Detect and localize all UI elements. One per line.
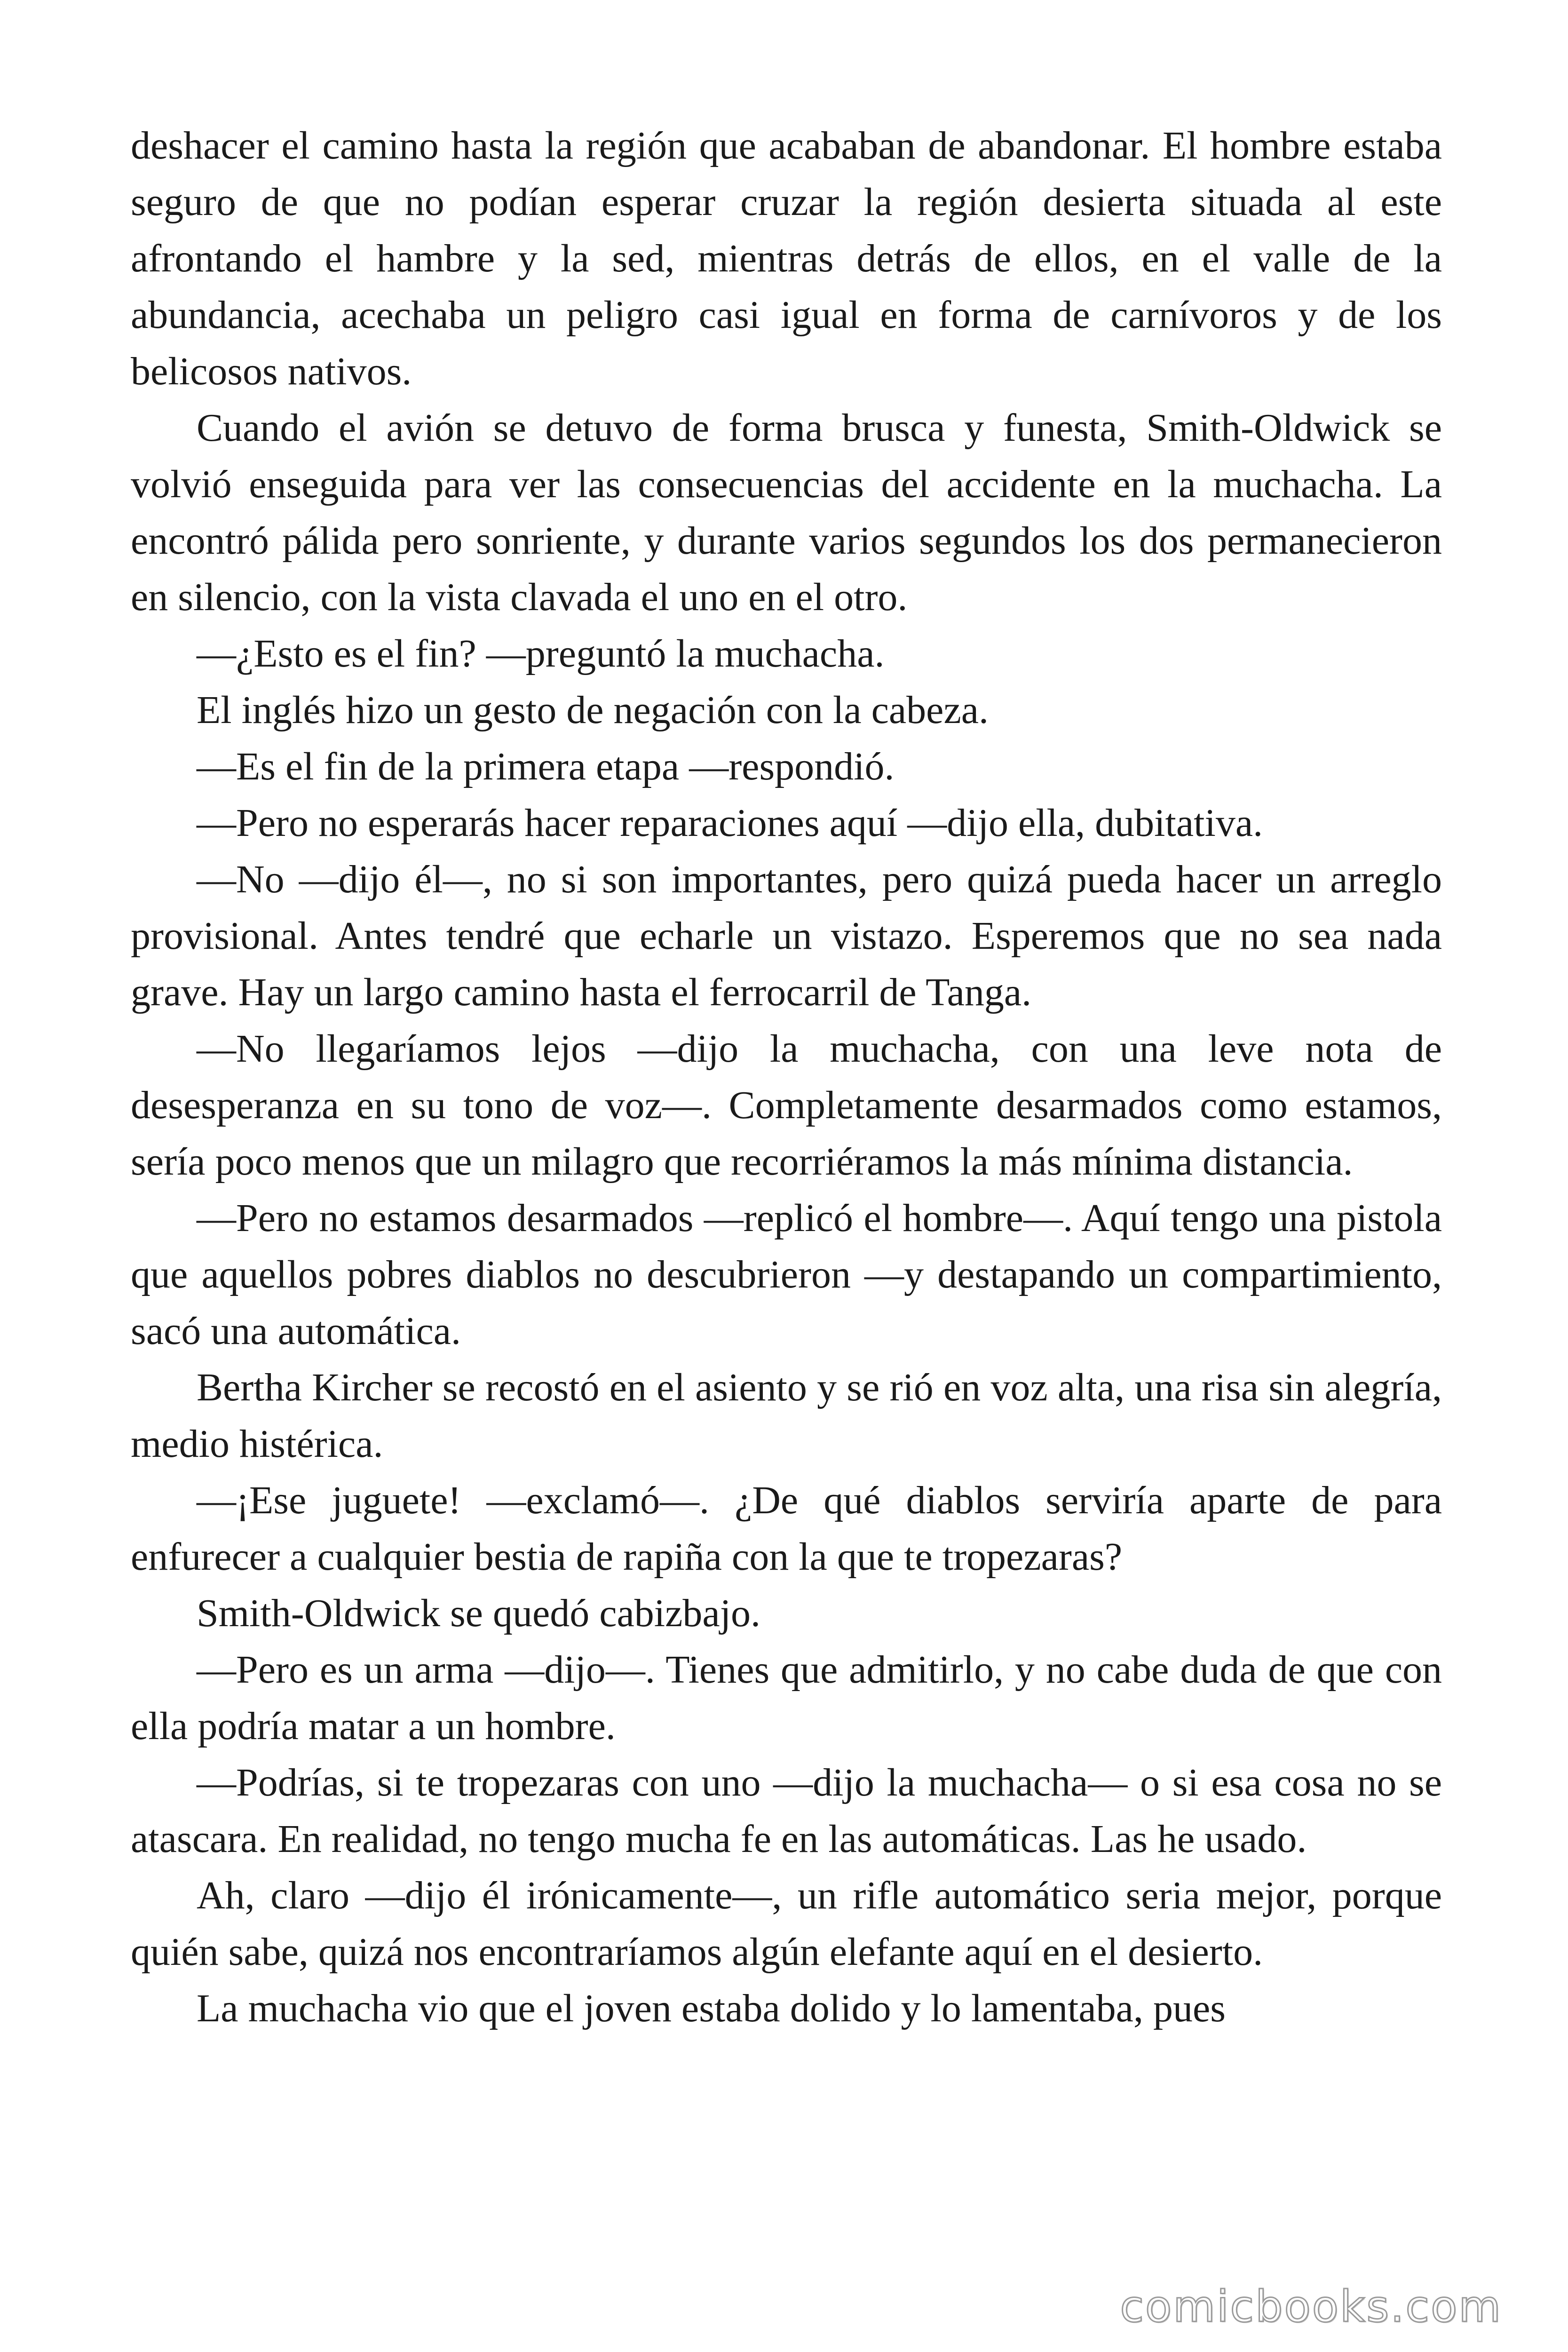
paragraph: Ah, claro —dijo él irónicamente—, un rifle automático seria mejor, porque quién sabe, quizá nos encontraríamos algún elefante aquí en el desierto. [131, 1874, 1442, 1974]
paragraph: —Pero no estamos desarmados —replicó el hombre—. Aquí tengo una pistola que aquellos pobres diablos no descubrieron —y destapando un compartimiento, sacó una automática. [131, 1196, 1442, 1353]
paragraph: —Pero no esperarás hacer reparaciones aquí —dijo ella, dubitativa. [197, 801, 1263, 845]
paragraph: La muchacha vio que el joven estaba dolido y lo lamentaba, pues [197, 1986, 1226, 2030]
paragraph: —No —dijo él—, no si son importantes, pero quizá pueda hacer un arreglo provisional. Antes tendré que echarle un vistazo. Esperemos que no sea nada grave. Hay un largo camino hasta el ferrocarril de Tanga. [131, 858, 1442, 1014]
watermark: comicbooks.com [1120, 2281, 1502, 2332]
paragraph: —Pero es un arma —dijo—. Tienes que admitirlo, y no cabe duda de que con ella podría matar a un hombre. [131, 1648, 1442, 1748]
paragraph: El inglés hizo un gesto de negación con la cabeza. [197, 688, 989, 732]
paragraph: Smith-Oldwick se quedó cabizbajo. [197, 1591, 761, 1635]
paragraph: —¿Esto es el fin? —preguntó la muchacha. [197, 632, 885, 675]
paragraph: —No llegaríamos lejos —dijo la muchacha, con una leve nota de desesperanza en su tono de voz—. Completamente desarmados como estamos, sería poco menos que un milagro que recorriéramos la más mínima distancia. [131, 1027, 1442, 1184]
paragraph: deshacer el camino hasta la región que acababan de abandonar. El hombre estaba seguro de que no podían esperar cruzar la región desierta situada al este afrontando el hambre y la sed, mientras detrás de ellos, en el valle de la abundancia, acechaba un peligro casi igual en forma de carnívoros y de los belicosos nativos. [131, 124, 1442, 393]
paragraph: —¡Ese juguete! —exclamó—. ¿De qué diablos serviría aparte de para enfurecer a cualquier bestia de rapiña con la que te tropezaras? [131, 1478, 1442, 1579]
paragraph: —Podrías, si te tropezaras con uno —dijo la muchacha— o si esa cosa no se atascara. En realidad, no tengo mucha fe en las automáticas. Las he usado. [131, 1761, 1442, 1861]
paragraph: —Es el fin de la primera etapa —respondió. [197, 745, 895, 788]
paragraph: Bertha Kircher se recostó en el asiento y se rió en voz alta, una risa sin alegría, medio histérica. [131, 1366, 1442, 1466]
paragraph: Cuando el avión se detuvo de forma brusca y funesta, Smith-Oldwick se volvió enseguida para ver las consecuencias del accidente en la muchacha. La encontró pálida pero sonriente, y durante varios segundos los dos permanecieron en silencio, con la vista clavada el uno en el otro. [131, 406, 1442, 619]
body-text [131, 118, 1442, 2037]
